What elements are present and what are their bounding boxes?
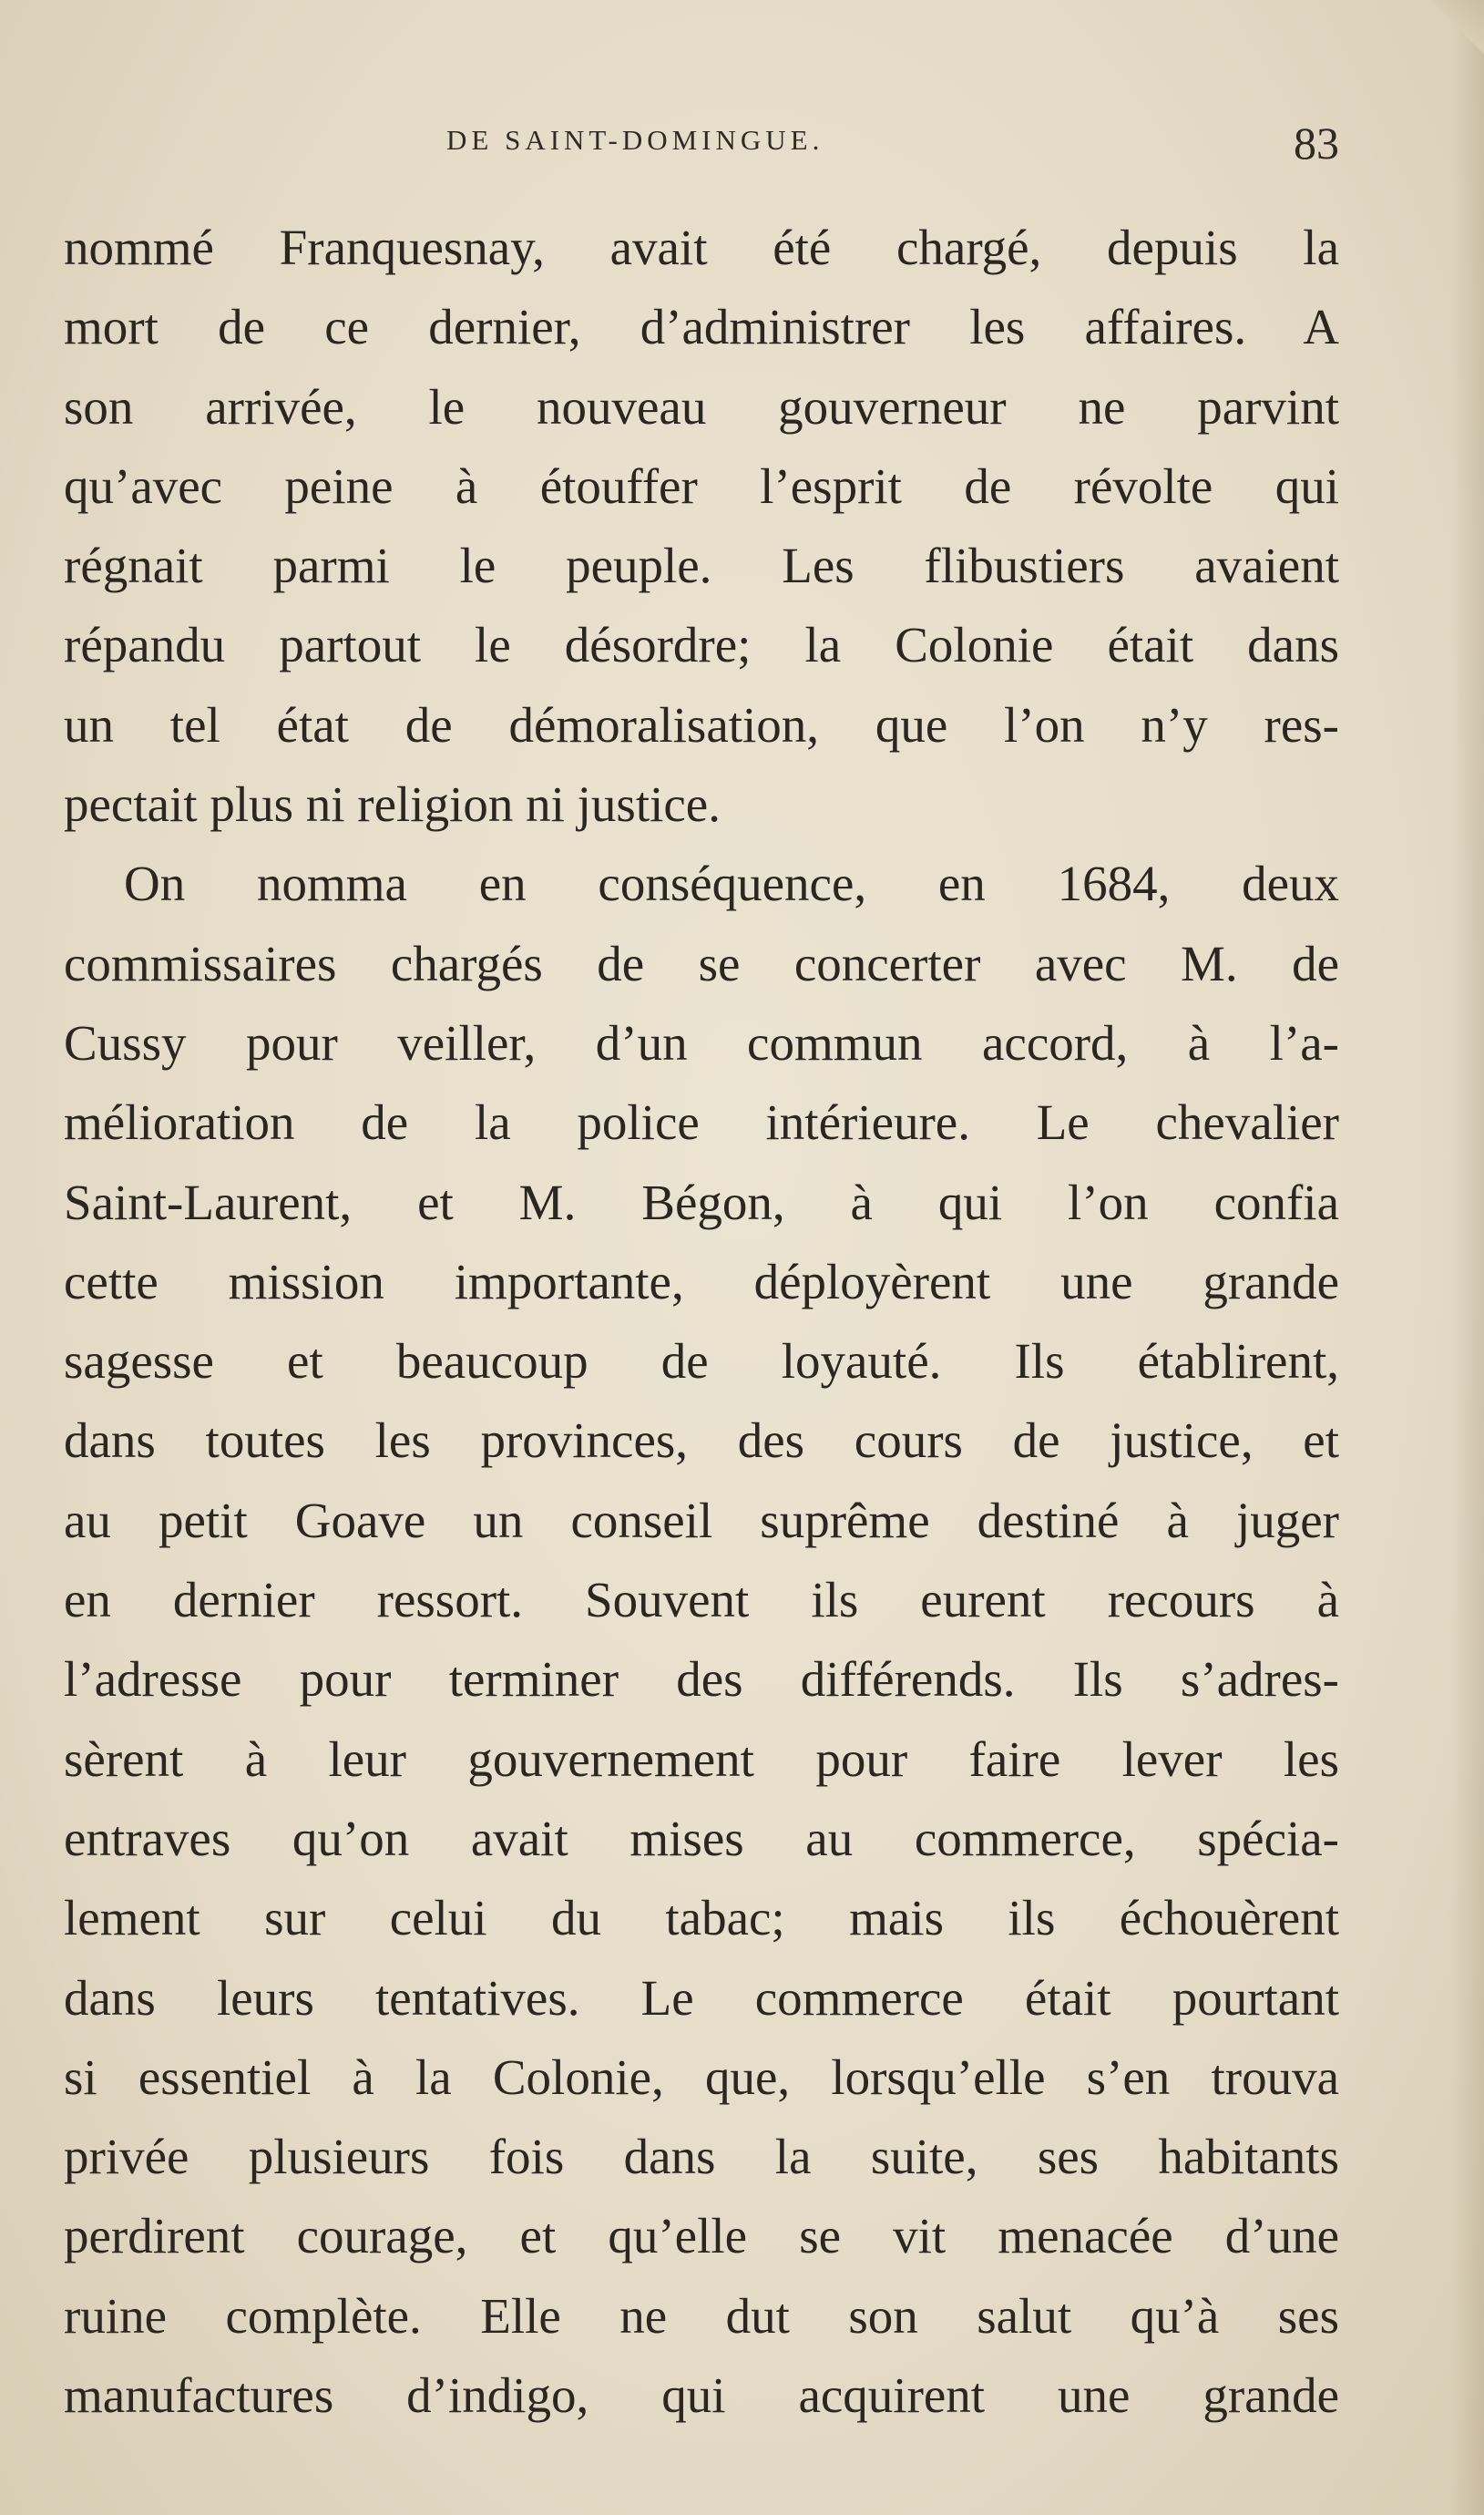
text-line: nommé Franquesnay, avait été chargé, depuis la bbox=[64, 220, 1339, 275]
text-line: sagesse et beaucoup de loyauté. Ils établirent, bbox=[64, 1333, 1339, 1390]
text-line: au petit Goave un conseil suprême destiné à juger bbox=[64, 1492, 1339, 1548]
text-line: ruine complète. Elle ne dut son salut qu’à ses bbox=[64, 2287, 1339, 2344]
page-corner bbox=[1420, 0, 1484, 55]
running-header bbox=[64, 117, 1339, 171]
text-line: privée plusieurs fois dans la suite, ses habitants bbox=[64, 2129, 1339, 2185]
text-line: dans toutes les provinces, des cours de justice, et bbox=[64, 1412, 1339, 1469]
paragraph-end-line: pectait plus ni religion ni justice. bbox=[64, 776, 721, 833]
text-line: en dernier ressort. Souvent ils eurent recours à bbox=[64, 1572, 1339, 1628]
page-number: 83 bbox=[1294, 118, 1339, 169]
text-line: cette mission importante, déployèrent une grande bbox=[64, 1253, 1339, 1309]
text-line: un tel état de démoralisation, que l’on n’y res- bbox=[64, 696, 1339, 753]
text-line: son arrivée, le nouveau gouverneur ne parvint bbox=[64, 378, 1339, 435]
page-edge-shadow bbox=[1451, 0, 1484, 2515]
text-line: répandu partout le désordre; la Colonie était dans bbox=[64, 617, 1339, 673]
text-line: qu’avec peine à étouffer l’esprit de révolte qui bbox=[64, 457, 1339, 514]
paragraph-start-line: On nomma en conséquence, en 1684, deux bbox=[124, 856, 1339, 912]
text-line: mort de ce dernier, d’administrer les affaires. A bbox=[64, 299, 1339, 355]
text-line: Saint-Laurent, et M. Bégon, à qui l’on confia bbox=[64, 1174, 1339, 1230]
text-line: manufactures d’indigo, qui acquirent une grande bbox=[64, 2367, 1339, 2424]
header-title: DE SAINT-DOMINGUE. bbox=[446, 124, 824, 156]
body-text bbox=[64, 208, 1339, 2435]
text-line: dans leurs tentatives. Le commerce était pourtant bbox=[64, 1969, 1339, 2026]
text-line: Cussy pour veiller, d’un commun accord, à l’a- bbox=[64, 1014, 1339, 1071]
text-line: l’adresse pour terminer des différends. Ils s’adres- bbox=[64, 1651, 1339, 1708]
text-line: mélioration de la police intérieure. Le chevalier bbox=[64, 1094, 1339, 1151]
text-line: sèrent à leur gouvernement pour faire lever les bbox=[64, 1730, 1339, 1787]
text-line: perdirent courage, et qu’elle se vit menacée d’une bbox=[64, 2208, 1339, 2264]
text-line: si essentiel à la Colonie, que, lorsqu’elle s’en trouva bbox=[64, 2048, 1339, 2105]
text-line: lement sur celui du tabac; mais ils échouèrent bbox=[64, 1890, 1339, 1946]
text-line: entraves qu’on avait mises au commerce, spécia- bbox=[64, 1810, 1339, 1866]
text-line: régnait parmi le peuple. Les flibustiers avaient bbox=[64, 538, 1339, 594]
text-line: commissaires chargés de se concerter avec M. de bbox=[64, 935, 1339, 991]
